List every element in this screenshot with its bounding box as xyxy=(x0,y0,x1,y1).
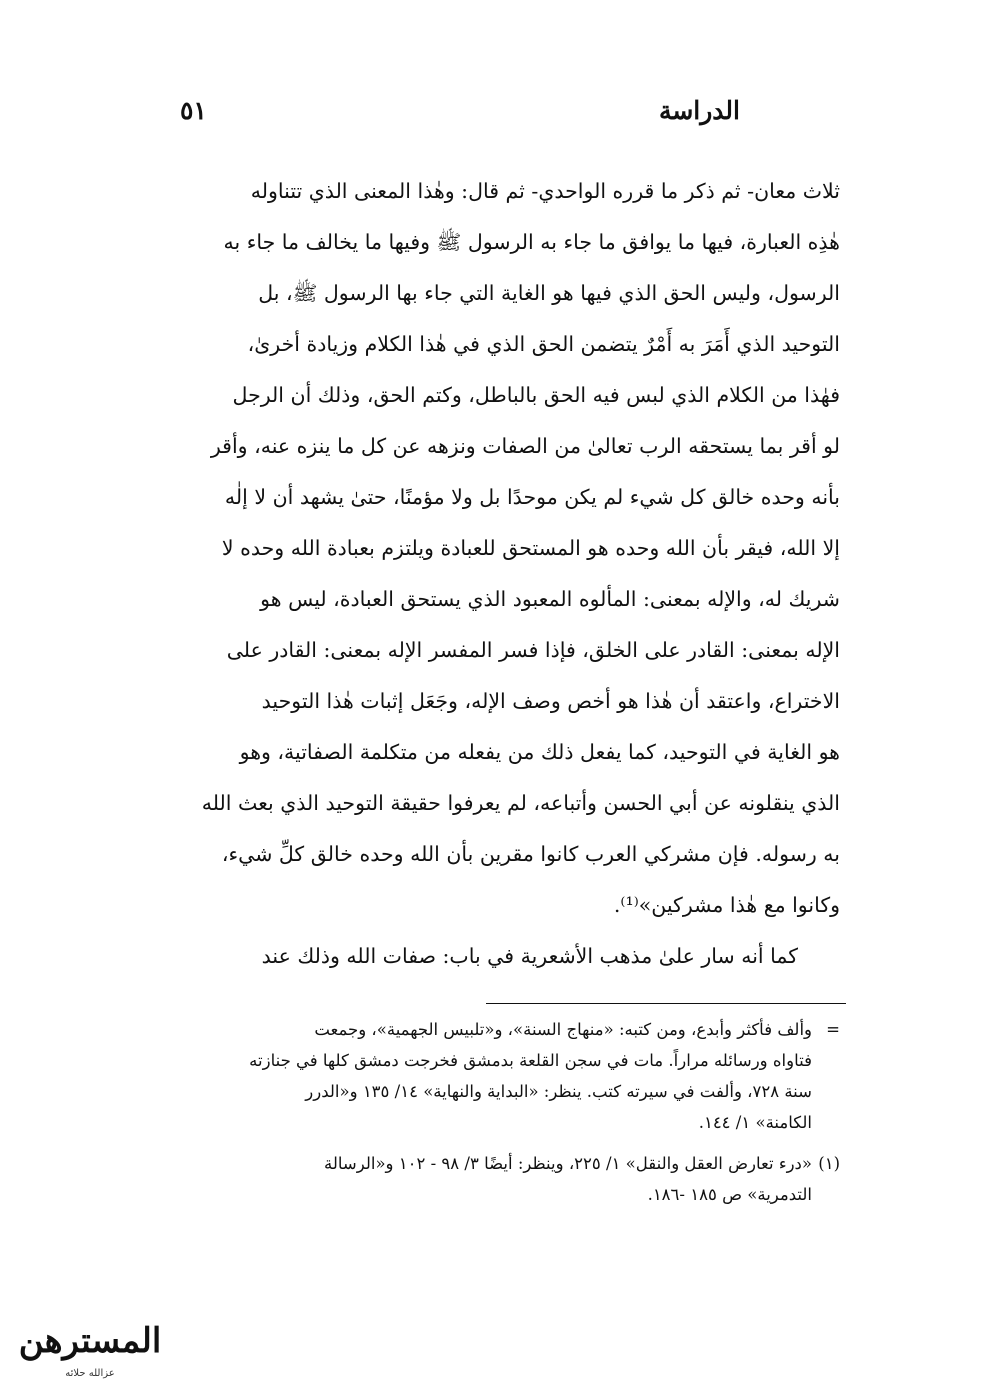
text-line: الاختراع، واعتقد أن هٰذا هو أخص وصف الإله، وجَعَل إثبات هٰذا التوحيد xyxy=(261,689,840,713)
footnote-line: الكامنة» ١/ ١٤٤. xyxy=(698,1113,812,1132)
page-number: ٥١ xyxy=(180,96,207,125)
running-title: الدراسة xyxy=(658,96,740,125)
footnote-marker: (١) xyxy=(818,1154,840,1173)
footnote-marker: = xyxy=(826,1020,840,1039)
text-line: فهٰذا من الكلام الذي لبس فيه الحق بالباطل، وكتم الحق، وذلك أن الرجل xyxy=(232,383,840,407)
text-line: إلا الله، فيقر بأن الله وحده هو المستحق للعبادة ويلتزم بعبادة الله وحده لا xyxy=(221,536,840,560)
text-line: لو أقر بما يستحقه الرب تعالىٰ من الصفات ونزهه عن كل ما ينزه عنه، وأقر xyxy=(210,434,840,458)
text-line: الإله بمعنى: القادر على الخلق، فإذا فسر المفسر الإله بمعنى: القادر على xyxy=(226,638,840,662)
text-line: الرسول، وليس الحق الذي فيها هو الغاية التي جاء بها الرسول ﷺ، بل xyxy=(258,281,840,305)
main-text xyxy=(146,166,840,982)
text-line: التوحيد الذي أَمَرَ به أَمْرٌ يتضمن الحق الذي في هٰذا الكلام وزيادة أخرىٰ، xyxy=(247,332,840,356)
footnote-line: «درء تعارض العقل والنقل» ١/ ٢٢٥، وينظر: أيضًا ٣/ ٩٨ - ١٠٢ و«الرسالة xyxy=(324,1154,812,1173)
text-line: هٰذِه العبارة، فيها ما يوافق ما جاء به الرسول ﷺ وفيها ما يخالف ما جاء به xyxy=(223,230,840,254)
page-header xyxy=(150,96,740,140)
footnote-line: سنة ٧٢٨، وألفت في سيرته كتب. ينظر: «البداية والنهاية» ١٤/ ١٣٥ و«الدرر xyxy=(305,1082,812,1101)
footnotes xyxy=(146,1014,840,1210)
footnote-line: التدمرية» ص ١٨٥ -١٨٦. xyxy=(647,1185,812,1204)
text-line: بأنه وحده خالق كل شيء لم يكن موحدًا بل ولا مؤمنًا، حتىٰ يشهد أن لا إلٰه xyxy=(224,485,840,509)
footnote-line: فتاواه ورسائله مراراً. مات في سجن القلعة بدمشق فخرجت دمشق كلها في جنازته xyxy=(249,1051,812,1070)
footnote-continuation xyxy=(146,1014,840,1138)
text-line: وكانوا مع هٰذا مشركين»⁽¹⁾. xyxy=(613,893,840,917)
logo-text: المسترهن xyxy=(18,1321,162,1361)
footnote-1 xyxy=(146,1148,840,1210)
text-line: به رسوله. فإن مشركي العرب كانوا مقرين بأن الله وحده خالق كلِّ شيء، xyxy=(221,842,840,866)
text-line: شريك له، والإله بمعنى: المألوه المعبود الذي يستحق العبادة، ليس هو xyxy=(260,587,840,611)
logo-subtext: عزالله حلائه xyxy=(65,1368,115,1379)
footnote-separator xyxy=(486,1003,846,1004)
text-line: الذي ينقلونه عن أبي الحسن وأتباعه، لم يعرفوا حقيقة التوحيد الذي بعث الله xyxy=(201,791,840,815)
publisher-logo xyxy=(10,1300,170,1384)
text-line: كما أنه سار علىٰ مذهب الأشعرية في باب: صفات الله وذلك عند xyxy=(261,944,798,968)
text-line: هو الغاية في التوحيد، كما يفعل ذلك من يفعله من متكلمة الصفاتية، وهو xyxy=(239,740,840,764)
text-line: ثلاث معان- ثم ذكر ما قرره الواحدي- ثم قال: وهٰذا المعنى الذي تتناوله xyxy=(250,179,840,203)
footnote-line: وألف فأكثر وأبدع، ومن كتبه: «منهاج السنة»، و«تلبيس الجهمية»، وجمعت xyxy=(314,1020,812,1039)
